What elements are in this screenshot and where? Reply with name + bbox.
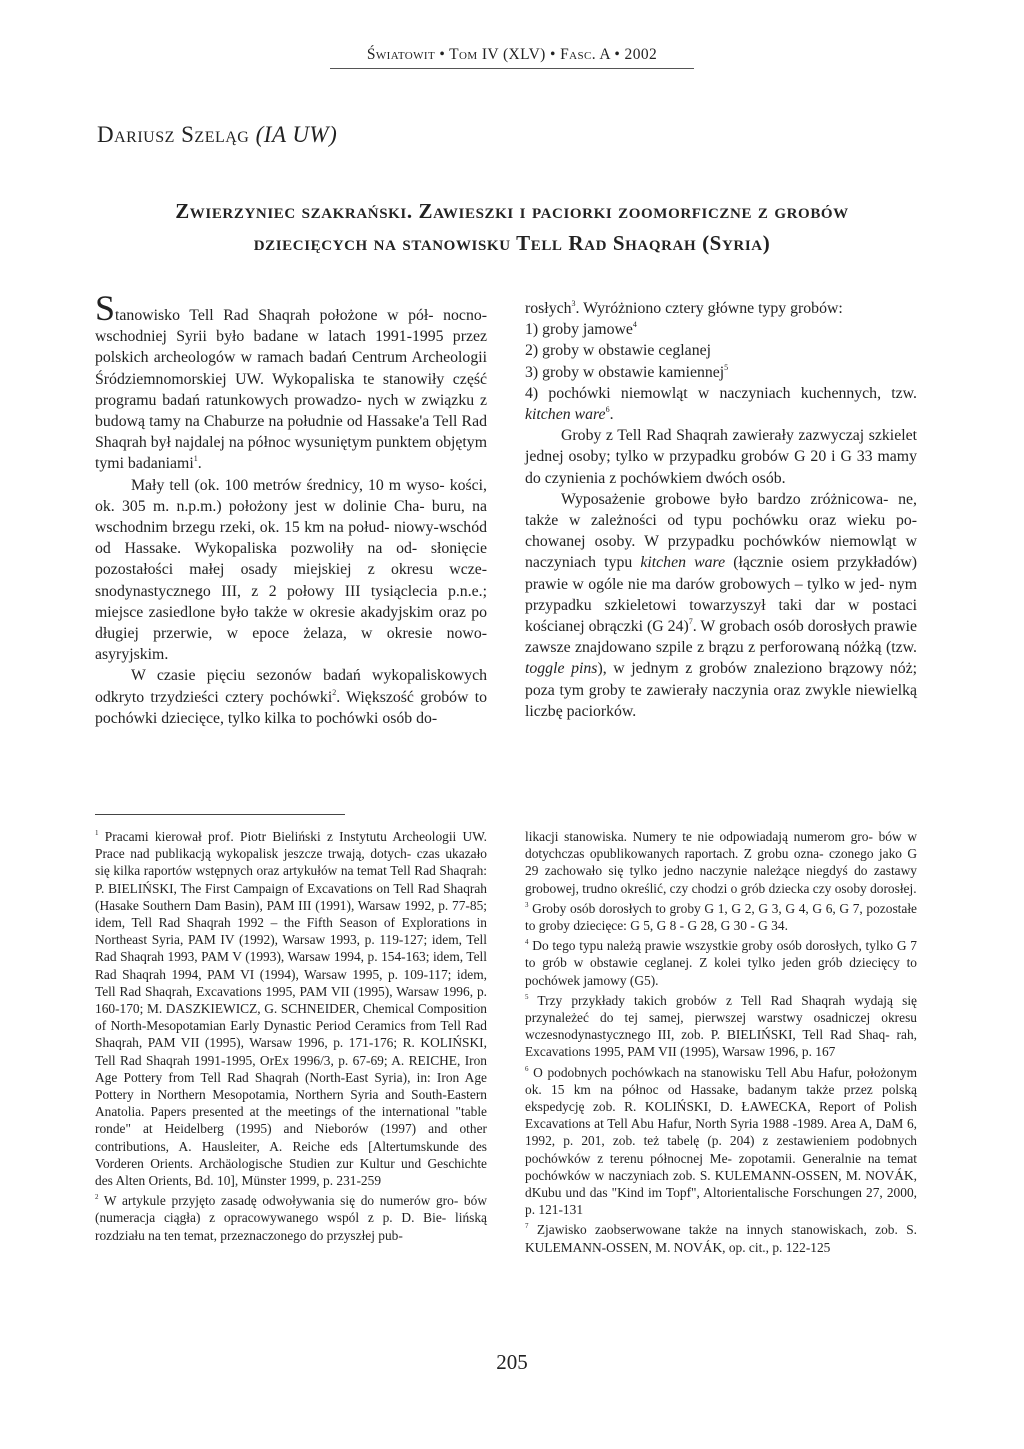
- running-head: Światowit • Tom IV (XLV) • Fasc. A • 2002: [330, 46, 694, 69]
- list-item: 1) groby jamowe$^4$: [525, 320, 637, 339]
- paragraph-1: Stanowisko Tell Rad Shaqrah położone w pół- nocno-wschodniej Syrii było badane w latach 1991-1995 przez polskich archeologów w ramach badań Centrum Archeologii Śródziemnomorskiej UW. Wykopaliska te stanowiły część programu badań ratunkowych prowadzo- nych w związku z budową tamy na Chaburze na południe od Hassake'a Tell Rad Shaqrah był najdalej na północ wysuniętym punktem objętym tymi badaniami$^1$.: [95, 288, 487, 473]
- author-line: [97, 122, 337, 148]
- drop-cap: S: [95, 288, 116, 328]
- paragraph-4: Groby z Tell Rad Shaqrah zawierały zazwyczaj szkielet jednej osoby; tylko w przypadku grobów G 20 i G 33 mamy do czynienia z pochówkiem dwóch osób.: [525, 427, 917, 487]
- body-column-left: [95, 288, 487, 729]
- list-item: 4) pochówki niemowląt w naczyniach kuchennych, tzw. kitchen ware$^6$.: [525, 384, 917, 424]
- footnote-divider: [95, 814, 345, 815]
- footnotes-right: [525, 828, 917, 1259]
- footnote-5: $^5$ Trzy przykłady takich grobów z Tell Rad Shaqrah wydają się przynależeć do tej samej, pierwszej warstwy osadniczej okresu wczesnodynastycznego III, zob. P. BIELIŃSKI, Tell Rad Shaq- rah, Excavations 1995, PAM VII (1995), Warsaw 1996, p. 167: [525, 992, 917, 1060]
- footnote-1: $^1$ Pracami kierował prof. Piotr Bieliński z Instytutu Archeologii UW. Prace nad publikacją wykopalisk jeszcze trwają, dotych- czas ukazało się kilka raportów wstępnych oraz artykułów na temat Tell Rad Shaqrah: P. BIELIŃSKI, The First Campaign of Excavations on Tell Rad Shaqrah (Hasake Southern Dam Basin), PAM III (1991), Warsaw 1992, p. 77-85; idem, Tell Rad Shaqrah 1992 – the Fifth Season of Explorations in Northeast Syria, PAM IV (1992), Warsaw 1993, p. 119-127; idem, Tell Rad Shaqrah 1993, PAM V (1993), Warsaw 1994, p. 154-163; idem, Tell Rad Shaqrah 1994, PAM VI (1994), Warsaw 1995, p. 109-117; idem, Tell Rad Shaqrah, Excavations 1995, PAM VII (1995), Warsaw 1996, p. 160-170; M. DASZKIEWICZ, G. SCHNEIDER, Chemical Composition of North-Mesopotamian Early Dynastic Period Ceramics from Tell Rad Shaqrah, PAM VII (1995), Warsaw 1996, p. 171-176; R. KOLIŃSKI, Tell Rad Shaqrah 1991-1995, OrEx 1996/3, p. 67-69; A. REICHE, Iron Age Pottery from Tell Rad Shaqrah (North-East Syria), in: Iron Age Pottery in Northern Mesopotamia, Northern Syria and South-Eastern Anatolia. Papers presented at the meetings of the international "table ronde" at Heidelberg (1995) and Nieborów (1997) and other contributions, A. Hausleiter, A. Reiche eds [Altertumskunde des Vorderen Orients. Archäologische Studien zur Kultur und Geschichte des Alten Orients, Bd. 10], Münster 1999, p. 231-259: [95, 829, 487, 1189]
- title-line-1: Zwierzyniec szakrański. Zawieszki i paciorki zoomorficzne z grobów: [175, 199, 849, 223]
- footnote-ref: 3: [571, 299, 576, 308]
- footnote-6: $^6$ O podobnych pochówkach na stanowisku Tell Abu Hafur, położonym ok. 15 km na północ od Hassake, badanym także przez polską ekspedycję zob. R. KOLIŃSKI, D. ŁAWECKA, Report of Polish Excavations at Tell Abu Hafur, North Syria 1988 -1989. Area A, DaM 6, 1992, p. 201, zob. też tabelę (p. 204) z zestawieniem podobnych pochówków z terenu północnej Me- zopotamii. Generalnie na temat pochówków w naczyniach zob. S. KULEMANN-OSSEN, M. NOVÁK, dKubu und das "Kind im Topf", Altorientalische Forschungen 27, 2000, p. 121-131: [525, 1064, 917, 1218]
- footnote-ref: 1: [193, 454, 198, 464]
- list-item: 3) groby w obstawie kamiennej$^5$: [525, 362, 729, 381]
- body-column-right: [525, 298, 917, 722]
- paragraph-3: W czasie pięciu sezonów badań wykopaliskowych odkryto trzydzieści cztery pochówki$^2$. Większość grobów to pochówki dziecięce, tylko kilka to pochówki osób do-: [95, 667, 487, 727]
- footnote-4: $^4$ Do tego typu należą prawie wszystkie groby osób dorosłych, tylko G 7 to grób w obstawie ceglanej. Z kolei tylko jeden grób dziecięcy to pochówek jamowy (G5).: [525, 938, 917, 988]
- footnote-3: $^3$ Groby osób dorosłych to groby G 1, G 2, G 3, G 4, G 6, G 7, pozostałe to groby dziecięce: G 5, G 8 - G 28, G 30 - G 34.: [525, 900, 917, 934]
- article-title: [100, 195, 924, 259]
- paragraph-5: Wyposażenie grobowe było bardzo zróżnicowa- ne, także w zależności od typu pochówku oraz wieku po- chowanej osoby. W przypadku pochówków niemowląt w naczyniach typu kitchen ware (łącznie osiem przykładów) prawie w ogóle nie ma darów grobowych – tylko w jed- nym przypadku szkieletowi towarzyszył taki dar w postaci kościanej obrączki (G 24)$^7$. W grobach osób dorosłych prawie zawsze znajdowano szpile z brązu z perforowaną nóżką (tzw. toggle pins), w jednym z grobów znaleziono brązowy nóż; poza tym groby te zawierały naczynia oraz zwykle niewielką liczbę paciorków.: [525, 490, 918, 720]
- paragraph-continued: rosłych$^3$. Wyróżniono cztery główne typy grobów:: [525, 299, 843, 317]
- footnote-7: $^7$ Zjawisko zaobserwowane także na innych stanowiskach, zob. S. KULEMANN-OSSEN, M. NOVÁK, op. cit., p. 122-125: [525, 1222, 917, 1255]
- footnote-2-continued: likacji stanowiska. Numery te nie odpowiadają numerom gro- bów w dotychczas opublikowanych raportach. Z grobu ozna- czonego jako G 29 zachowało się tylko jedno naczynie należące niegdyś do zastawy grobowej, trudno określić, czy chodzi o grób dziecka czy osoby dorosłej.: [525, 829, 917, 896]
- author-name: Dariusz Szeląg: [97, 122, 250, 147]
- footnotes-left: [95, 828, 487, 1247]
- footnote-2: $^2$ W artykule przyjęto zasadę odwoływania się do numerów gro- bów (numeracja ciągła) z opracowywanego wspól z p. D. Bie- lińską rozdziału na ten temat, przeznaczonego do przyszłej pub-: [95, 1193, 487, 1243]
- footnote-ref: 2: [332, 687, 337, 697]
- footnote-ref: 7: [688, 617, 693, 627]
- title-line-2: dziecięcych na stanowisku Tell Rad Shaqrah (Syria): [253, 231, 771, 255]
- paragraph-2: Mały tell (ok. 100 metrów średnicy, 10 m wyso- kości, ok. 305 m. n.p.m.) położony jest w dolinie Cha- buru, na wschodnim brzegu rzeki, ok. 15 km na połud- niowy-wschód od Hassake. Wykopaliska pozwoliły na od- słonięcie pozostałości małej osady miejskiej z okresu wcze- snodynastycznego III, z 2 połowy III tysiąclecia p.n.e.; miejsce zasiedlone było także w okresie akadyjskim oraz po długiej przerwie, w epoce żelaza, w okresie nowo- asyryjskim.: [95, 476, 487, 664]
- author-affiliation: (IA UW): [255, 122, 338, 147]
- grave-types-list: [525, 319, 917, 425]
- page-number: 205: [496, 1350, 528, 1374]
- list-item: 2) groby w obstawie ceglanej: [525, 342, 711, 360]
